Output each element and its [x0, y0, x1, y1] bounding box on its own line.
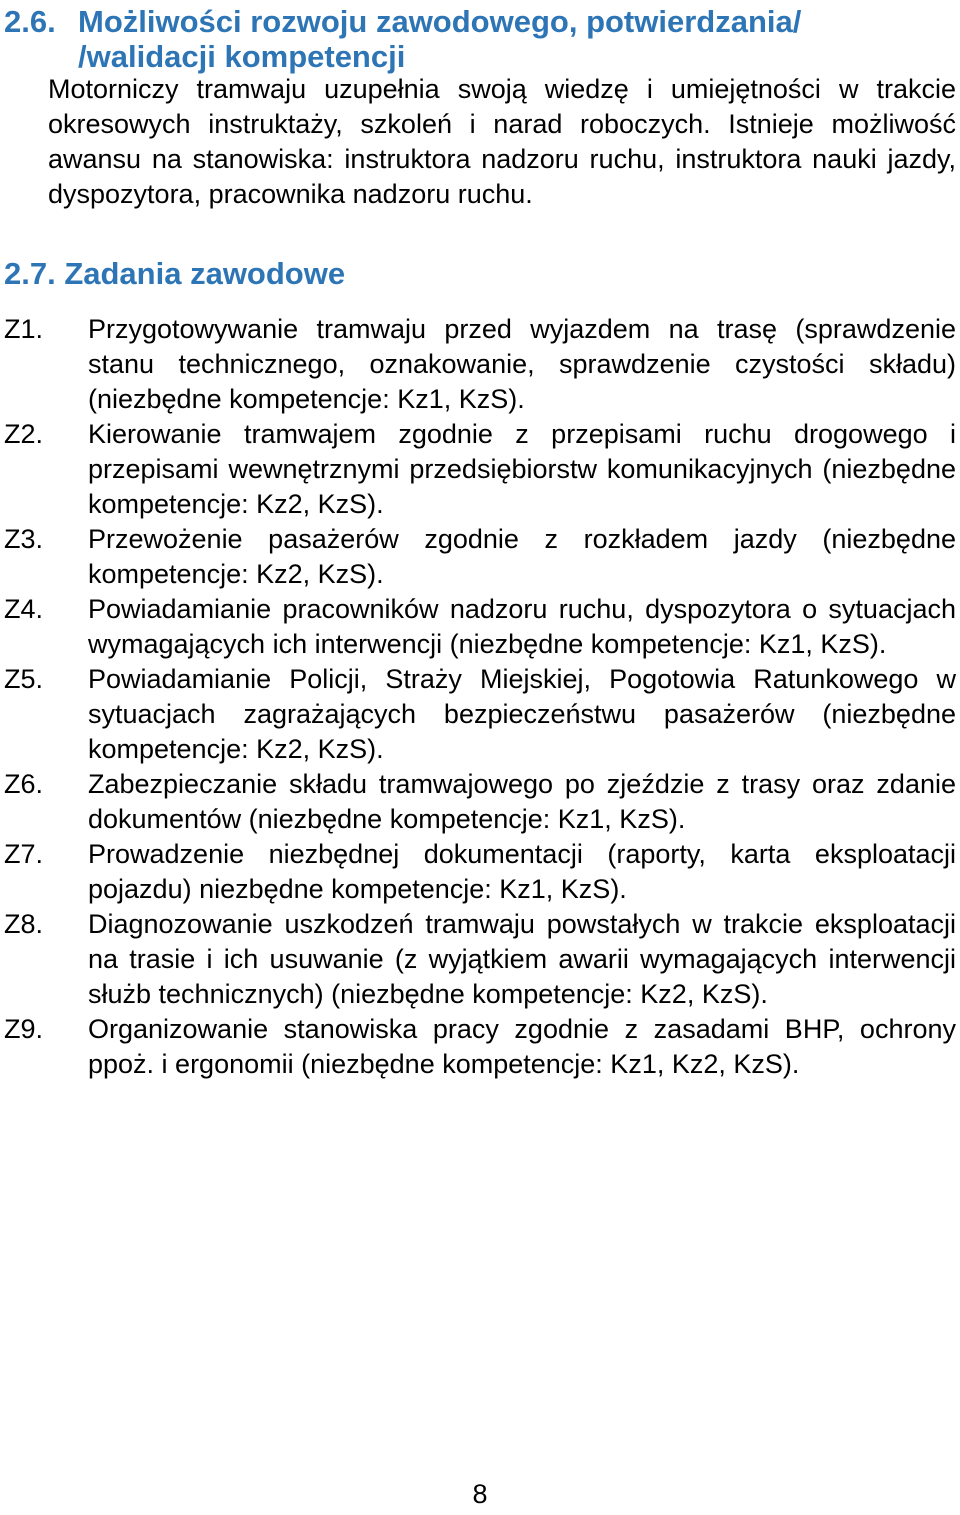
- section-2-6-heading: [4, 4, 956, 74]
- task-item-z4: [4, 592, 956, 662]
- task-item-z7: [4, 837, 956, 907]
- page-number: 8: [472, 1479, 488, 1509]
- section-2-6-title-line1: Możliwości rozwoju zawodowego, potwierdzania/: [78, 4, 802, 39]
- task-code: Z6.: [4, 769, 44, 799]
- task-item-z6: [4, 767, 956, 837]
- section-2-6-number: 2.6.: [4, 4, 56, 39]
- task-text: Zabezpieczanie składu tramwajowego po zjeździe z trasy oraz zdanie dokumentów (niezbędne kompetencje: Kz1, KzS).: [88, 769, 956, 834]
- task-item-z2: [4, 417, 956, 522]
- task-item-z1: [4, 312, 956, 417]
- task-text: Przewożenie pasażerów zgodnie z rozkładem jazdy (niezbędne kompetencje: Kz2, KzS).: [88, 524, 956, 589]
- task-code: Z8.: [4, 909, 44, 939]
- task-list: [4, 312, 956, 1082]
- task-code: Z5.: [4, 664, 44, 694]
- task-text: Powiadamianie pracowników nadzoru ruchu, dyspozytora o sytuacjach wymagających ich interwencji (niezbędne kompetencje: Kz1, KzS).: [88, 594, 956, 659]
- task-code: Z1.: [4, 314, 44, 344]
- section-2-6-body: Motorniczy tramwaju uzupełnia swoją wiedzę i umiejętności w trakcie okresowych instruktaży, szkoleń i narad roboczych. Istnieje możliwość awansu na stanowiska: instruktora nadzoru ruchu, instruktora nauki jazdy, dyspozytora, pracownika nadzoru ruchu.: [48, 74, 956, 209]
- task-text: Diagnozowanie uszkodzeń tramwaju powstałych w trakcie eksploatacji na trasie i ich usuwanie (z wyjątkiem awarii wymagających interwencji służb technicznych) (niezbędne kompetencje: Kz2, KzS).: [88, 909, 956, 1009]
- task-code: Z3.: [4, 524, 44, 554]
- task-code: Z7.: [4, 839, 44, 869]
- task-text: Prowadzenie niezbędnej dokumentacji (raporty, karta eksploatacji pojazdu) niezbędne kompetencje: Kz1, KzS).: [88, 839, 956, 904]
- task-code: Z2.: [4, 419, 44, 449]
- section-2-6-title-line2: /walidacji kompetencji: [78, 39, 406, 74]
- task-code: Z4.: [4, 594, 44, 624]
- task-code: Z9.: [4, 1014, 44, 1044]
- task-text: Przygotowywanie tramwaju przed wyjazdem na trasę (sprawdzenie stanu technicznego, oznakowanie, sprawdzenie czystości składu) (niezbędne kompetencje: Kz1, KzS).: [88, 314, 956, 414]
- task-item-z9: [4, 1012, 956, 1082]
- task-text: Organizowanie stanowiska pracy zgodnie z zasadami BHP, ochrony ppoż. i ergonomii (niezbędne kompetencje: Kz1, Kz2, KzS).: [88, 1014, 956, 1079]
- task-item-z8: [4, 907, 956, 1012]
- task-text: Powiadamianie Policji, Straży Miejskiej, Pogotowia Ratunkowego w sytuacjach zagrażających bezpieczeństwu pasażerów (niezbędne kompetencje: Kz2, KzS).: [88, 664, 956, 764]
- task-item-z5: [4, 662, 956, 767]
- task-text: Kierowanie tramwajem zgodnie z przepisami ruchu drogowego i przepisami wewnętrznymi przedsiębiorstw komunikacyjnych (niezbędne kompetencje: Kz2, KzS).: [88, 419, 956, 519]
- section-2-7-heading: 2.7. Zadania zawodowe: [4, 256, 346, 291]
- task-item-z3: [4, 522, 956, 592]
